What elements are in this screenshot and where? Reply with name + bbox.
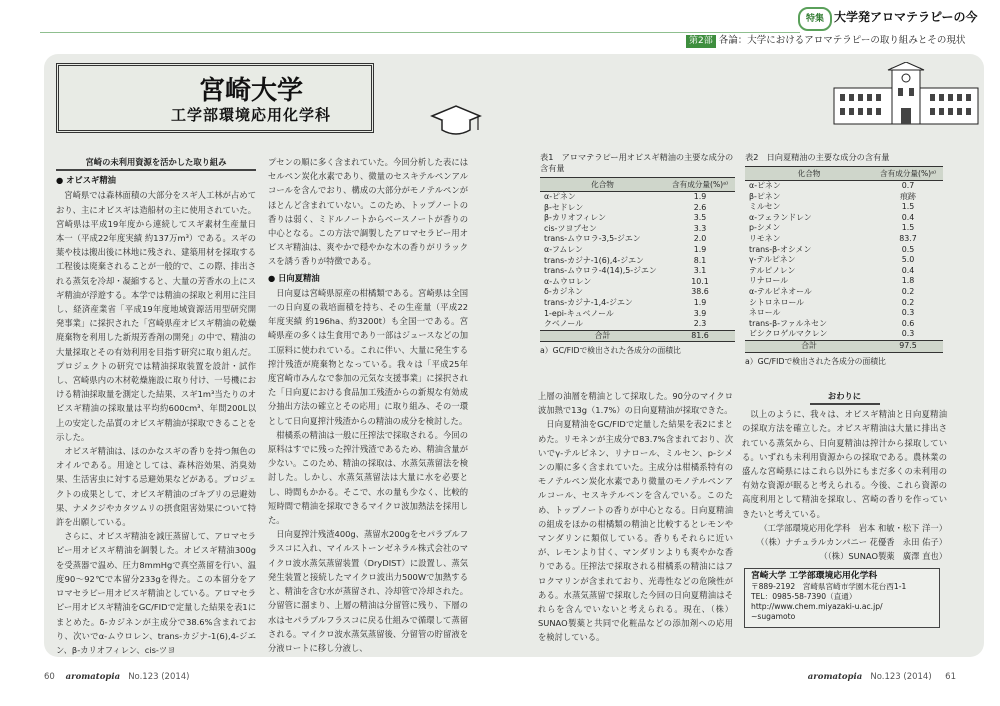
compound-cell: α-テルピネオール	[749, 286, 812, 296]
total-row	[540, 330, 735, 342]
compound-cell: trans-カジナ-1,4-ジエン	[544, 297, 633, 307]
paragraph: 上層の油層を精油として採取した。90分のマイクロ波加熱で13g（1.7%）の日向夏精油が採取できた。	[538, 391, 733, 416]
table-row	[540, 298, 735, 309]
contact-box	[744, 568, 940, 628]
content-cell: 1.5	[901, 223, 915, 233]
table-caption: 表2 日向夏精油の主要な成分の含有量	[745, 152, 890, 162]
table-row	[745, 298, 943, 309]
content-cell: 38.6	[691, 287, 709, 297]
content-cell: 0.3	[901, 308, 915, 318]
content-cell: 1.9	[693, 244, 707, 254]
compound-cell: ネロール	[749, 308, 781, 318]
compound-cell: β-セドレン	[544, 202, 584, 212]
table-row	[540, 277, 735, 288]
compound-cell: テルピノレン	[749, 265, 796, 275]
content-cell: 1.8	[901, 276, 915, 286]
text-column-3	[538, 389, 733, 645]
content-cell: 0.4	[901, 212, 915, 222]
paragraph: 以上のように、我々は、オビスギ精油と日向夏精油の採取方法を確立した。オビスギ精油は大量に排出されている蒸気から、日向夏精油は搾汁から採取している。いずれも未利用資源からの採取である。農林業の盛んな宮崎県にはこれら以外にもまだ多くの未利用の有効な資源が眠ると考えられる。今後、これら資源の高度利用として精油を採取し、宮崎の香りを作っていきたいと考えている。	[742, 409, 947, 519]
contact-name: 宮崎大学 工学部環境応用化学科	[751, 571, 878, 581]
feature-badge: 特集	[798, 7, 832, 31]
column-header: 化合物	[540, 178, 665, 192]
table-note: a）GC/FIDで検出された各成分の面積比	[745, 356, 886, 366]
compound-cell: ミルセン	[749, 202, 781, 212]
compound-cell: ビシクロゲルマクレン	[749, 329, 828, 339]
table-row	[745, 192, 943, 203]
table-row	[540, 234, 735, 245]
table-caption: 表1 アロマテラピー用オビスギ精油の主要な成分の含有量	[540, 152, 734, 173]
footer-left	[44, 672, 190, 682]
compound-cell: δ-カジネン	[544, 287, 584, 297]
table-row	[745, 276, 943, 287]
total-label: 合計	[745, 340, 873, 352]
university-name: 宮崎大学	[198, 76, 303, 106]
paragraph: プセンの順に多く含まれていた。今回分析した表にはセルペン炭化水素であり、微量のセスキテルペンアルコールを含んでおり、構成の大部分がモノテルペンがほとんど含まれていない。このため、トップノートの香りは弱く、ミドルノートからベースノートが香りの中心となる。この方法で調製したアロマセラピー用オビスギ精油は、爽やかで穏やかな木の香りがリラックスを誘う香りが特徴である。	[268, 157, 468, 267]
content-cell: 0.4	[901, 265, 915, 275]
content-cell: 2.6	[693, 202, 707, 212]
issue-number: No.123 (2014)	[870, 672, 932, 682]
table-row	[540, 287, 735, 298]
compound-cell: リモネン	[749, 233, 781, 243]
graduation-cap-icon	[428, 100, 484, 140]
text-column-2	[268, 155, 468, 655]
footer-right	[808, 672, 956, 682]
compound-cell: β-ピネン	[749, 191, 781, 201]
compound-cell: α-ピネン	[749, 181, 781, 190]
paragraph: 日向夏は宮崎県原産の柑橘類である。宮崎県は全国一の日向夏の栽培面積を持ち、その生産量（平成22年度実績 約196ha、約3200t）も全国一である。宮崎県産の多くは生食用であり一部はジュースなどの加工原料に使われている。これに伴い、大量に発生する搾汁残渣が廃棄物となっている。我々は「平成25年度宮崎市みんなで参加の元気な支援事業」に採択された「日向夏における食品加工残渣からの新規な有効成分抽出方法の確立とその応用」に取り組み、その一環として日向夏搾汁残渣からの精油の成分を検討した。	[268, 287, 468, 426]
compound-cell: cis-ツヨプセン	[544, 223, 597, 233]
table-row	[745, 308, 943, 319]
content-cell: 0.5	[901, 244, 915, 254]
text-column-1	[56, 155, 256, 657]
total-value: 81.6	[665, 330, 735, 342]
table-row	[540, 192, 735, 203]
content-cell: 10.1	[691, 276, 709, 286]
compound-cell: リナロール	[749, 276, 789, 286]
content-cell: 3.1	[693, 266, 707, 276]
compound-cell: trans-カジナ-1(6),4-ジエン	[544, 255, 644, 265]
table-note: a）GC/FIDで検出された各成分の面積比	[540, 346, 681, 356]
table-row	[540, 245, 735, 256]
compound-cell: クベノール	[544, 319, 584, 329]
text-column-4	[742, 389, 947, 563]
table-row	[745, 213, 943, 224]
content-cell: 2.3	[693, 319, 707, 329]
magazine-name: aromatopia	[807, 672, 863, 682]
contact-url-path[interactable]: ~sugamoto	[751, 612, 796, 621]
contact-tel: TEL：0985-58-7390（直通）	[751, 592, 857, 601]
author-line: （（株）SUNAO製薬 廣澤 直也）	[819, 551, 947, 562]
magazine-name: aromatopia	[65, 672, 121, 682]
content-cell: 8.1	[693, 255, 707, 265]
content-cell: 1.9	[693, 297, 707, 307]
compound-cell: α-ピネン	[544, 192, 576, 201]
paragraph: オビスギ精油は、ほのかなスギの香りを持つ無色のオイルである。用途としては、森林浴効果、消臭効果、生活害虫に対する忌避効果などがある。プロジェクトの成果として、オビスギ精油のゴキブリの忌避効果、ナメクジやカタツムリの摂食阻害効果について特許を出願している。	[56, 446, 256, 528]
contact-address: 〒889-2192 宮崎県宮崎市学園木花台西1-1	[751, 582, 907, 591]
department-name: 工学部環境応用化学科	[170, 106, 331, 124]
paragraph: 柑橘系の精油は一般に圧搾法で採取される。今回の原料はすでに残った搾汁残渣であるため、精油含量が少ない。このため、精油の採取は、水蒸気蒸留法を検討した。しかし、水蒸気蒸留法は大量に水を必要とし、時間もかかる。そこで、水の量も少なく、比較的短時間で精油を採取できるマイクロ波加熱法を採用した。	[268, 429, 468, 526]
column-header: 含有成分量(%)ᵃ⁾	[873, 167, 943, 181]
compound-cell: p-シメン	[749, 223, 781, 233]
compound-cell: β-カリオフィレン	[544, 213, 606, 223]
content-cell: 2.0	[693, 234, 707, 244]
compound-cell: trans-ムウロラ-4(14),5-ジエン	[544, 266, 657, 276]
compound-cell: α-フェランドレン	[749, 212, 812, 222]
content-cell: 0.2	[901, 286, 915, 296]
table-row	[540, 309, 735, 320]
feature-subtitle	[686, 34, 982, 47]
table-row	[745, 181, 943, 192]
author-line: （工学部環境応用化学科 岩本 和敏・松下 洋一）	[759, 522, 947, 533]
compound-cell: trans-β-オシメン	[749, 244, 812, 254]
column-header: 化合物	[745, 167, 873, 181]
contact-url[interactable]: http://www.chem.miyazaki-u.ac.jp/	[751, 602, 883, 611]
content-cell: 痕跡	[900, 191, 916, 201]
content-cell: 3.3	[693, 223, 707, 233]
content-cell: 0.7	[901, 181, 915, 190]
compound-cell: trans-β-ファルネセン	[749, 318, 827, 328]
table-1	[540, 152, 735, 356]
content-cell: 83.7	[899, 233, 917, 243]
subheading-hyuganatsu: ● 日向夏精油	[268, 272, 320, 283]
subtitle-text: 各論：大学におけるアロマテラピーの取り組みとその現状	[718, 35, 966, 46]
university-building-icon	[832, 62, 980, 126]
table-row	[540, 213, 735, 224]
compound-cell: シトロネロール	[749, 297, 805, 307]
table-row	[745, 255, 943, 266]
author-line: （（株）ナチュラルカンパニー 花優香 永田 佑子）	[756, 537, 947, 548]
total-row	[745, 340, 943, 352]
table-row	[745, 287, 943, 298]
table-row	[745, 245, 943, 256]
header-rule	[40, 32, 800, 33]
table-row	[540, 203, 735, 214]
paragraph: さらに、オビスギ精油を減圧蒸留して、アロマセラピー用オビスギ精油を調製した。オビスギ精油300gを受蒸器で温め、圧力8mmHgで真空蒸留を行い、温度90〜92℃で本留分233gを得た。この本留分をアロマセラピー用オビスギ精油としている。アロマセラピー用オビスギ精油をGC/FIDで定量した結果を表1にまとめた。δ-カジネンが主成分で38.6%含まれており、次いでα-ムウロレン、trans-カジナ-1(6),4-ジエン、β-カリオフィレン、cis-ツヨ	[56, 531, 256, 655]
paragraph: 日向夏精油をGC/FIDで定量した結果を表2にまとめた。リモネンが主成分で83.7%含まれており、次いでγ-テルピネン、リナロール、ミルセン、p-シメンの順に多く含まれていた。主成分は柑橘系特有のモノテルペン炭化水素であり微量のモノテルペンアルコール、セスキテルペンを含んでいる。このため、トップノートの香りが中心となる。日向夏精油の組成をほかの柑橘類の精油と比較するとレモンやマンダリンに類似している。香りもそれらに近いが、レモンより甘く、マンダリンよりも爽やかな香りである。圧搾法で採取される柑橘系の精油にはフロクマリンが含まれており、光毒性などの危険性がある。水蒸気蒸留で採取した今回の日向夏精油はそれらを含んでいないと考えられる。現在、（株）SUNAO製薬と共同で化粧品などの添加剤への応用を検討している。	[538, 419, 733, 643]
compound-cell: trans-ムウロラ-3,5-ジエン	[544, 234, 641, 244]
total-label: 合計	[540, 330, 665, 342]
table-row	[745, 329, 943, 340]
paragraph: 宮崎県では森林面積の大部分をスギ人工林が占めており、主にオビスギは造船材の主に使用されていた。宮崎県は平成19年度から連続してスギ素材生産量日本一（平成22年度実績 約137万m³）である。スギの葉や枝は搬出後に林地に残され、建築用材を採取する工程後は廃棄されることが一般的で、この際、排出される蒸気を冷却・凝縮すると、大量の芳香水の上にスギ精油が浮遊する。本学では精油の採取と利用に注目し、経済産業省「平成19年度地域資源活用型研究開発事業」に採択された「宮崎県産オビスギ精油の乾燥廃棄物を利用した新規芳香剤の開発」の中で、精油の大量採取とその有効利用を目指す研究に取り組んだ。プロジェクトの研究では精油採取装置を設計・試作し、宮崎県内の木材乾燥施設に取り付け、一号機における精油採取量を測定した結果、スギ1m³当たりのオビスギ精油の採取量は平均約600cm³、年間200L以上の安定した品質のオビスギ精油が採取できることを示した。	[56, 190, 256, 442]
table-row	[540, 224, 735, 235]
table-row	[540, 256, 735, 267]
subheading-obisugi: ● オビスギ精油	[56, 175, 116, 186]
table-row	[540, 319, 735, 330]
page-number: 60	[44, 672, 55, 682]
table-row	[745, 202, 943, 213]
page-number: 61	[945, 672, 956, 682]
content-cell: 1.5	[901, 202, 915, 212]
table-row	[745, 223, 943, 234]
content-cell: 0.2	[901, 297, 915, 307]
total-value: 97.5	[873, 340, 943, 352]
paragraph: 日向夏搾汁残渣400g、蒸留水200gをセパラブルフラスコに入れ、マイルストーンゼネラル株式会社のマイクロ波水蒸気蒸留装置（DryDIST）に設置し、蒸気発生装置と接続したマイクロ波出力500Wで加熱すると、精油を含む水が蒸留され、冷却管で冷却された。分留管に溜まり、上層の精油は分留管に残り、下層の水はセパラブルフラスコに戻る仕組みで循環して蒸留される。マイクロ波水蒸気蒸留後、分留管の貯留液を分液ロートに移し分液し、	[268, 529, 468, 653]
column-header: 含有成分量(%)ᵃ⁾	[665, 178, 735, 192]
section-tag: 第2部	[686, 35, 716, 48]
content-cell: 1.9	[693, 192, 707, 201]
feature-title: 大学発アロマテラピーの今	[834, 10, 978, 24]
table-row	[745, 266, 943, 277]
content-cell: 3.9	[693, 308, 707, 318]
table-row	[540, 266, 735, 277]
compound-cell: 1-epi-キュベノール	[544, 308, 614, 318]
content-cell: 0.6	[901, 318, 915, 328]
table-row	[745, 234, 943, 245]
table-2	[745, 152, 943, 367]
content-cell: 3.5	[693, 213, 707, 223]
content-cell: 5.0	[901, 255, 915, 265]
compound-cell: α-ムウロレン	[544, 276, 592, 286]
conclusion-heading: おわりに	[810, 389, 880, 405]
section-heading: 宮崎の未利用資源を活かした取り組み	[56, 155, 256, 171]
content-cell: 0.3	[901, 329, 915, 339]
table-row	[745, 319, 943, 330]
issue-number: No.123 (2014)	[128, 672, 190, 682]
compound-cell: γ-テルピネン	[749, 255, 796, 265]
compound-cell: α-フムレン	[544, 244, 583, 254]
